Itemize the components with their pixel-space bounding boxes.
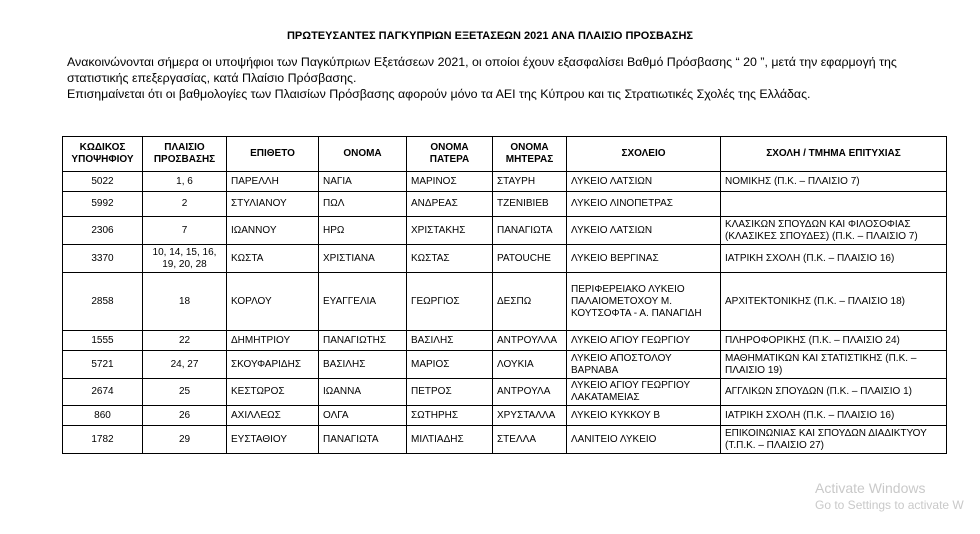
cell-access-framework: 18 [143, 273, 227, 331]
cell-access-framework: 25 [143, 379, 227, 406]
cell-school: ΛΑΝΙΤΕΙΟ ΛΥΚΕΙΟ [567, 426, 721, 454]
results-table [62, 136, 947, 454]
cell-school: ΛΥΚΕΙΟ ΚΥΚΚΟΥ Β [567, 406, 721, 426]
cell-mother-name: ΠΑΝΑΓΙΩΤΑ [493, 217, 567, 245]
cell-mother-name: ΑΝΤΡΟΥΛΑ [493, 379, 567, 406]
cell-faculty-department: ΙΑΤΡΙΚΗ ΣΧΟΛΗ (Π.Κ. – ΠΛΑΙΣΙΟ 16) [721, 245, 947, 273]
table-row [63, 192, 947, 217]
table-header-row [63, 137, 947, 172]
cell-father-name: ΒΑΣΙΛΗΣ [407, 331, 493, 351]
cell-mother-name: ΔΕΣΠΩ [493, 273, 567, 331]
cell-mother-name: ΛΟΥΚΙΑ [493, 351, 567, 379]
cell-faculty-department: ΜΑΘΗΜΑΤΙΚΩΝ ΚΑΙ ΣΤΑΤΙΣΤΙΚΗΣ (Π.Κ. – ΠΛΑΙΣΙΟ 19) [721, 351, 947, 379]
activate-windows-watermark [815, 480, 964, 512]
cell-surname: ΣΤΥΛΙΑΝΟΥ [227, 192, 319, 217]
cell-mother-name: ΤΖΕΝΙΒΙΕΒ [493, 192, 567, 217]
table-row [63, 273, 947, 331]
cell-candidate-code: 2306 [63, 217, 143, 245]
cell-faculty-department: ΝΟΜΙΚΗΣ (Π.Κ. – ΠΛΑΙΣΙΟ 7) [721, 172, 947, 192]
cell-access-framework: 1, 6 [143, 172, 227, 192]
table-row [63, 245, 947, 273]
table-row [63, 379, 947, 406]
header-father-name: ΟΝΟΜΑ ΠΑΤΕΡΑ [407, 137, 493, 172]
cell-first-name: ΒΑΣΙΛΗΣ [319, 351, 407, 379]
cell-first-name: ΧΡΙΣΤΙΑΝΑ [319, 245, 407, 273]
cell-mother-name: ΣΤΕΛΛΑ [493, 426, 567, 454]
table-row [63, 217, 947, 245]
cell-access-framework: 24, 27 [143, 351, 227, 379]
cell-candidate-code: 2674 [63, 379, 143, 406]
cell-candidate-code: 3370 [63, 245, 143, 273]
cell-surname: ΚΕΣΤΩΡΟΣ [227, 379, 319, 406]
cell-access-framework: 22 [143, 331, 227, 351]
cell-first-name: ΟΛΓΑ [319, 406, 407, 426]
cell-father-name: ΣΩΤΗΡΗΣ [407, 406, 493, 426]
cell-first-name: ΗΡΩ [319, 217, 407, 245]
cell-first-name: ΙΩΑΝΝΑ [319, 379, 407, 406]
cell-mother-name: ΑΝΤΡΟΥΛΛΑ [493, 331, 567, 351]
cell-candidate-code: 860 [63, 406, 143, 426]
cell-candidate-code: 1782 [63, 426, 143, 454]
table-row [63, 426, 947, 454]
cell-surname: ΠΑΡΕΛΛΗ [227, 172, 319, 192]
cell-faculty-department: ΑΡΧΙΤΕΚΤΟΝΙΚΗΣ (Π.Κ. – ΠΛΑΙΣΙΟ 18) [721, 273, 947, 331]
cell-faculty-department: ΠΛΗΡΟΦΟΡΙΚΗΣ (Π.Κ. – ΠΛΑΙΣΙΟ 24) [721, 331, 947, 351]
cell-faculty-department: ΕΠΙΚΟΙΝΩΝΙΑΣ ΚΑΙ ΣΠΟΥΔΩΝ ΔΙΑΔΙΚΤΥΟΥ (Τ.Π.Κ. – ΠΛΑΙΣΙΟ 27) [721, 426, 947, 454]
cell-first-name: ΝΑΓΙΑ [319, 172, 407, 192]
cell-surname: ΑΧΙΛΛΕΩΣ [227, 406, 319, 426]
cell-surname: ΙΩΑΝΝΟΥ [227, 217, 319, 245]
header-first-name: ΟΝΟΜΑ [319, 137, 407, 172]
cell-surname: ΚΩΣΤΑ [227, 245, 319, 273]
header-mother-name: ΟΝΟΜΑ ΜΗΤΕΡΑΣ [493, 137, 567, 172]
table-row [63, 172, 947, 192]
cell-first-name: ΠΩΛ [319, 192, 407, 217]
intro-paragraph-2: Επισημαίνεται ότι οι βαθμολογίες των Πλαισίων Πρόσβασης αφορούν μόνο τα ΑΕΙ της Κύπρου και τις Στρατιωτικές Σχολές της Ελλάδας. [67, 87, 811, 101]
cell-access-framework: 29 [143, 426, 227, 454]
cell-surname: ΔΗΜΗΤΡΙΟΥ [227, 331, 319, 351]
cell-school: ΛΥΚΕΙΟ ΛΑΤΣΙΩΝ [567, 217, 721, 245]
table-row [63, 331, 947, 351]
watermark-line-2: Go to Settings to activate W [815, 498, 964, 512]
header-candidate-code: ΚΩΔΙΚΟΣ ΥΠΟΨΗΦΙΟΥ [63, 137, 143, 172]
cell-father-name: ΜΙΛΤΙΑΔΗΣ [407, 426, 493, 454]
cell-school: ΛΥΚΕΙΟ ΑΓΙΟΥ ΓΕΩΡΓΙΟΥ ΛΑΚΑΤΑΜΕΙΑΣ [567, 379, 721, 406]
cell-mother-name: PATOUCHE [493, 245, 567, 273]
cell-surname: ΕΥΣΤΑΘΙΟΥ [227, 426, 319, 454]
cell-father-name: ΠΕΤΡΟΣ [407, 379, 493, 406]
header-school: ΣΧΟΛΕΙΟ [567, 137, 721, 172]
cell-father-name: ΜΑΡΙΝΟΣ [407, 172, 493, 192]
cell-access-framework: 2 [143, 192, 227, 217]
cell-faculty-department: ΙΑΤΡΙΚΗ ΣΧΟΛΗ (Π.Κ. – ΠΛΑΙΣΙΟ 16) [721, 406, 947, 426]
cell-father-name: ΑΝΔΡΕΑΣ [407, 192, 493, 217]
intro-paragraph-1: Ανακοινώνονται σήμερα οι υποψήφιοι των Παγκύπριων Εξετάσεων 2021, οι οποίοι έχουν εξασφαλίσει Βαθμό Πρόσβασης “ 20 ”, μετά την εφαρμογή της στατιστικής επεξεργασίας, κατά Πλαίσιο Πρόσβασης. [67, 55, 897, 85]
cell-school: ΛΥΚΕΙΟ ΛΙΝΟΠΕΤΡΑΣ [567, 192, 721, 217]
cell-mother-name: ΣΤΑΥΡΗ [493, 172, 567, 192]
cell-school: ΛΥΚΕΙΟ ΒΕΡΓΙΝΑΣ [567, 245, 721, 273]
cell-faculty-department [721, 192, 947, 217]
cell-candidate-code: 2858 [63, 273, 143, 331]
cell-school: ΛΥΚΕΙΟ ΑΠΟΣΤΟΛΟΥ ΒΑΡΝΑΒΑ [567, 351, 721, 379]
cell-candidate-code: 1555 [63, 331, 143, 351]
cell-first-name: ΕΥΑΓΓΕΛΙΑ [319, 273, 407, 331]
cell-surname: ΣΚΟΥΦΑΡΙΔΗΣ [227, 351, 319, 379]
cell-candidate-code: 5992 [63, 192, 143, 217]
cell-access-framework: 7 [143, 217, 227, 245]
cell-faculty-department: ΑΓΓΛΙΚΩΝ ΣΠΟΥΔΩΝ (Π.Κ. – ΠΛΑΙΣΙΟ 1) [721, 379, 947, 406]
cell-father-name: ΧΡΙΣΤΑΚΗΣ [407, 217, 493, 245]
table-row [63, 406, 947, 426]
cell-faculty-department: ΚΛΑΣΙΚΩΝ ΣΠΟΥΔΩΝ ΚΑΙ ΦΙΛΟΣΟΦΙΑΣ (ΚΛΑΣΙΚΕΣ ΣΠΟΥΔΕΣ) (Π.Κ. – ΠΛΑΙΣΙΟ 7) [721, 217, 947, 245]
cell-access-framework: 26 [143, 406, 227, 426]
cell-first-name: ΠΑΝΑΓΙΩΤΑ [319, 426, 407, 454]
header-access-framework: ΠΛΑΙΣΙΟ ΠΡΟΣΒΑΣΗΣ [143, 137, 227, 172]
table-row [63, 351, 947, 379]
cell-father-name: ΚΩΣΤΑΣ [407, 245, 493, 273]
cell-candidate-code: 5721 [63, 351, 143, 379]
document-title: ΠΡΩΤΕΥΣΑΝΤΕΣ ΠΑΓΚΥΠΡΙΩΝ ΕΞΕΤΑΣΕΩΝ 2021 ΑΝΑ ΠΛΑΙΣΙΟ ΠΡΟΣΒΑΣΗΣ [286, 30, 694, 42]
header-faculty-department: ΣΧΟΛΗ / ΤΜΗΜΑ ΕΠΙΤΥΧΙΑΣ [721, 137, 947, 172]
cell-school: ΛΥΚΕΙΟ ΑΓΙΟΥ ΓΕΩΡΓΙΟΥ [567, 331, 721, 351]
cell-surname: ΚΟΡΛΟΥ [227, 273, 319, 331]
cell-candidate-code: 5022 [63, 172, 143, 192]
intro-text [67, 54, 947, 102]
cell-mother-name: ΧΡΥΣΤΑΛΛΑ [493, 406, 567, 426]
cell-father-name: ΓΕΩΡΓΙΟΣ [407, 273, 493, 331]
header-surname: ΕΠΙΘΕΤΟ [227, 137, 319, 172]
watermark-line-1: Activate Windows [815, 480, 926, 496]
cell-father-name: ΜΑΡΙΟΣ [407, 351, 493, 379]
cell-school: ΠΕΡΙΦΕΡΕΙΑΚΟ ΛΥΚΕΙΟ ΠΑΛΑΙΟΜΕΤΟΧΟΥ Μ. ΚΟΥΤΣΟΦΤΑ - Α. ΠΑΝΑΓΙΔΗ [567, 273, 721, 331]
cell-first-name: ΠΑΝΑΓΙΩΤΗΣ [319, 331, 407, 351]
cell-school: ΛΥΚΕΙΟ ΛΑΤΣΙΩΝ [567, 172, 721, 192]
cell-access-framework: 10, 14, 15, 16, 19, 20, 28 [143, 245, 227, 273]
